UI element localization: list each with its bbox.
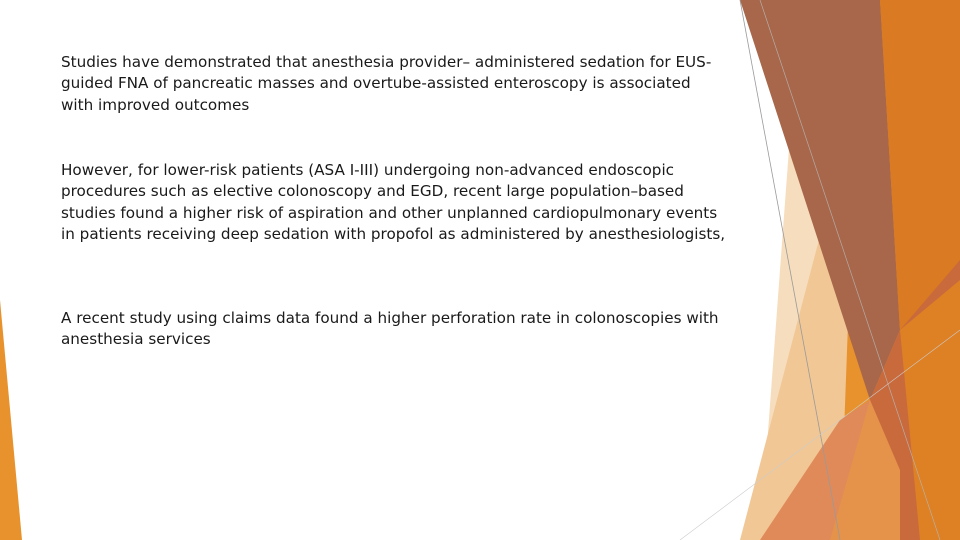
paragraph-anesthesia-outcomes: Studies have demonstrated that anesthesia provider– administered sedation for EUS-guided FNA of pancreatic masses and overtube-assisted enteroscopy is associated with improved outcomes [61,53,712,114]
paragraph-perforation-rate: A recent study using claims data found a higher perforation rate in colonoscopies with anesthesia services [61,309,719,349]
paragraph-lower-risk-patients: However, for lower-risk patients (ASA I-III) undergoing non-advanced endoscopic procedures such as elective colonoscopy and EGD, recent large population–based studies found a higher risk of aspiration and other unplanned cardiopulmonary events in patients receiving deep sedation with propofol as administered by anesthesiologists, [61,161,726,243]
left-accent-shape [0,300,22,540]
